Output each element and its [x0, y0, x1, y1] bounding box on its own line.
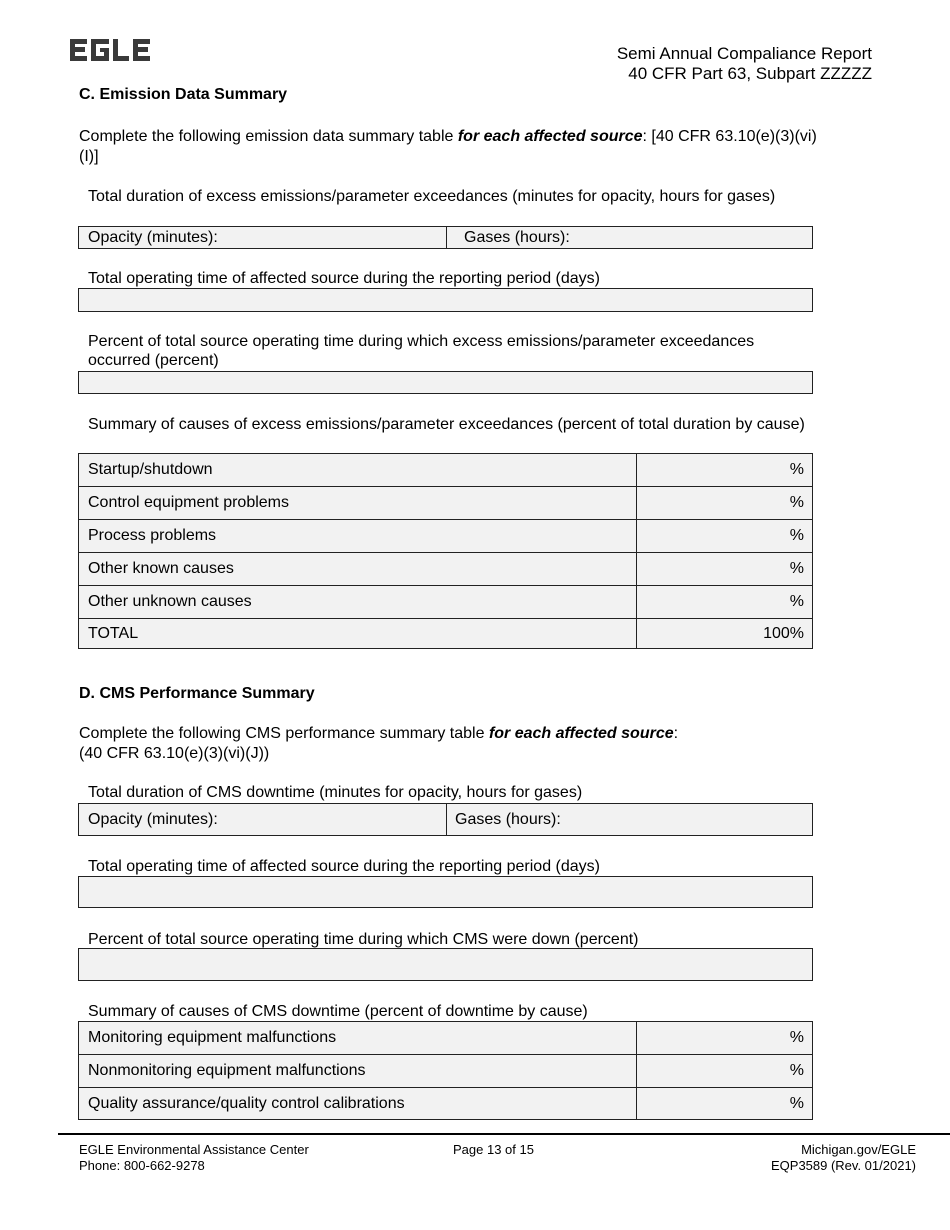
section-d-causes-table [78, 1021, 813, 1120]
cause-percent-input[interactable]: % [789, 494, 804, 511]
section-c-intro-emphasis: for each affected source [457, 128, 643, 145]
section-d-percent-label: Percent of total source operating time during which CMS were down (percent) [88, 931, 639, 948]
section-c-duration-row [78, 226, 813, 249]
egle-logo-text: EGLE [70, 36, 73, 37]
section-c-opacity-input[interactable] [79, 227, 447, 248]
cause-label: Monitoring equipment malfunctions [79, 1022, 637, 1054]
table-row [79, 520, 812, 553]
section-c-opacity-label: Opacity (minutes): [88, 228, 218, 246]
section-d-opacity-input[interactable] [79, 804, 447, 835]
cause-label: Nonmonitoring equipment malfunctions [79, 1055, 637, 1087]
cause-percent-input[interactable]: % [789, 527, 804, 544]
table-row-total [79, 619, 812, 648]
section-d-gases-input[interactable] [447, 804, 812, 835]
total-percent-value: 100% [763, 624, 804, 642]
cause-label: Other unknown causes [79, 586, 637, 618]
section-d-causes-label: Summary of causes of CMS downtime (percent of downtime by cause) [88, 1003, 588, 1020]
section-c-gases-label: Gases (hours): [464, 228, 570, 246]
footer-divider [58, 1133, 950, 1135]
section-c-duration-label: Total duration of excess emissions/parameter exceedances (minutes for opacity, hours for gases) [88, 188, 776, 205]
section-d-percent-input[interactable] [78, 948, 813, 981]
table-row [79, 553, 812, 586]
section-c-operating-time-input[interactable] [78, 288, 813, 312]
egle-logo [70, 36, 152, 64]
cause-percent-input[interactable]: % [789, 461, 804, 478]
footer-form-id: EQP3589 (Rev. 01/2021) [770, 1158, 916, 1173]
footer-site-link[interactable]: Michigan.gov/EGLE [801, 1142, 916, 1157]
section-d-intro-pre: Complete the following CMS performance summary table [79, 725, 489, 742]
section-c-percent-input[interactable] [78, 371, 813, 394]
section-d-intro [79, 724, 819, 764]
report-title [617, 44, 872, 84]
section-c-gases-input[interactable] [447, 227, 812, 248]
table-row [79, 454, 812, 487]
report-title-line1: Semi Annual Compaliance Report [616, 44, 872, 63]
cause-percent-input[interactable]: % [789, 1029, 804, 1046]
section-d-duration-row [78, 803, 813, 836]
cause-label: Startup/shutdown [79, 454, 637, 486]
total-label: TOTAL [79, 619, 637, 648]
cause-label: Quality assurance/quality control calibrations [79, 1088, 637, 1119]
cause-label: Process problems [79, 520, 637, 552]
table-row [79, 586, 812, 619]
section-c-intro [79, 127, 819, 167]
footer-phone: Phone: 800-662-9278 [79, 1158, 205, 1173]
footer-org: EGLE Environmental Assistance Center [79, 1142, 309, 1157]
page-number: Page 13 of 15 [453, 1142, 534, 1157]
table-row [79, 1022, 812, 1055]
section-d-operating-time-input[interactable] [78, 876, 813, 908]
table-row [79, 1088, 812, 1119]
section-d-intro-emphasis: for each affected source [488, 725, 674, 742]
section-c-intro-post: : [40 CFR 63.10(e)(3)(vi)(I)] [79, 128, 817, 165]
section-c-intro-pre: Complete the following emission data summary table [79, 128, 458, 145]
cause-percent-input[interactable]: % [789, 1094, 804, 1112]
section-c-percent-label: Percent of total source operating time during which excess emissions/parameter exceedances occurred (percent) [88, 333, 755, 369]
section-d-title: D. CMS Performance Summary [79, 685, 315, 702]
cause-percent-input[interactable]: % [789, 560, 804, 577]
section-d-operating-time-label: Total operating time of affected source during the reporting period (days) [88, 858, 600, 875]
footer-left [79, 1142, 309, 1174]
cause-label: Control equipment problems [79, 487, 637, 519]
footer-right [771, 1142, 916, 1174]
section-d-intro-post: : [673, 725, 679, 742]
report-title-line2: 40 CFR Part 63, Subpart ZZZZZ [628, 64, 872, 83]
section-d-opacity-label: Opacity (minutes): [88, 810, 218, 828]
section-c-operating-time-label: Total operating time of affected source during the reporting period (days) [88, 270, 600, 287]
section-c-causes-table [78, 453, 813, 649]
section-d-duration-label: Total duration of CMS downtime (minutes for opacity, hours for gases) [88, 784, 583, 801]
section-d-intro-citation: (40 CFR 63.10(e)(3)(vi)(J)) [79, 745, 270, 762]
table-row [79, 1055, 812, 1088]
section-c-title: C. Emission Data Summary [79, 86, 288, 103]
section-d-gases-label: Gases (hours): [455, 810, 561, 828]
section-c-causes-label: Summary of causes of excess emissions/parameter exceedances (percent of total duration by cause) [88, 416, 805, 433]
table-row [79, 487, 812, 520]
cause-percent-input[interactable]: % [789, 593, 804, 610]
cause-label: Other known causes [79, 553, 637, 585]
cause-percent-input[interactable]: % [789, 1062, 804, 1079]
